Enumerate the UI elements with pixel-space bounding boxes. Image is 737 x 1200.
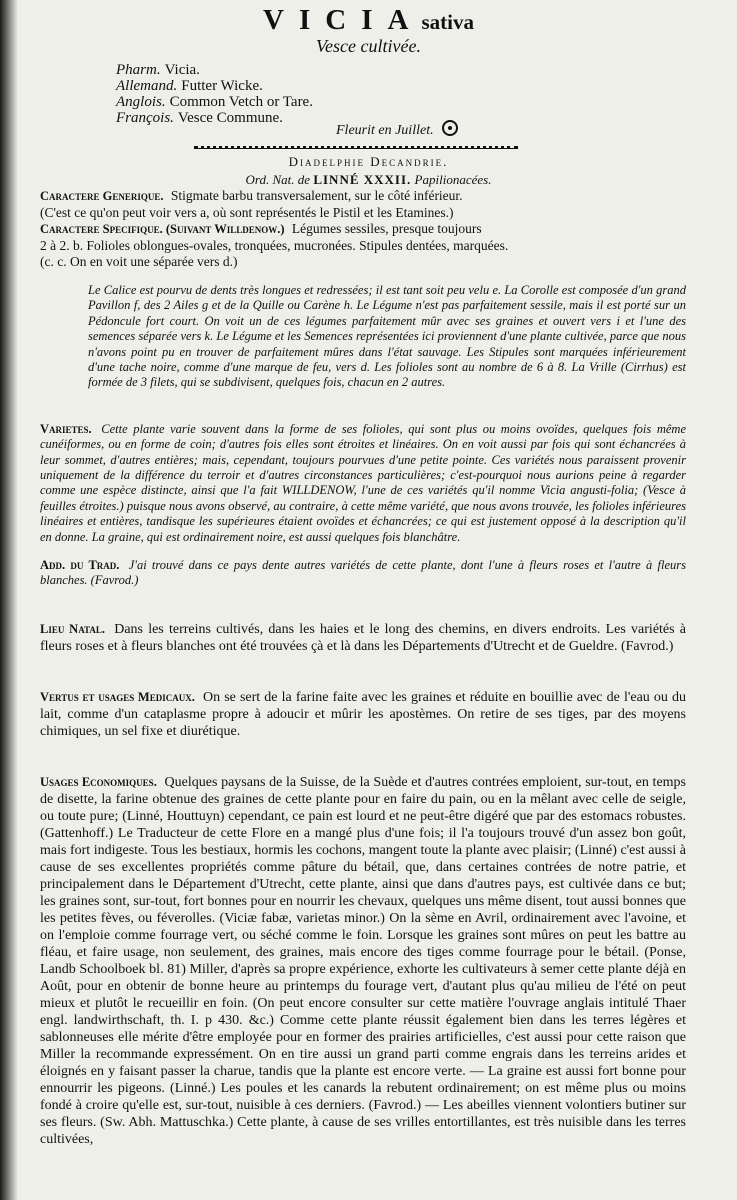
linnaean-class: Diadelphie Decandrie. (288, 154, 449, 169)
specific-note: (c. c. On en voit une séparée vers d.) (40, 254, 238, 269)
species-name: sativa (421, 10, 474, 34)
economic-uses: Usages Economiques. Quelques paysans de la Suisse, de la Suède et d'autres contrées emploient, sur-tout, en temps de disette, la farine obtenue des graines de cette plante pour en faire du pain, ou en la mêlant avec celle de seigle, ou toute pure; (Linné, Houttuyn) cependant, ce pain est lourd et ne peut-être digéré que par des estomacs robustes. (Gattenhoff.) Le Traducteur de cette Flore en a mangé plus d'une fois; il l'a toujours trouvé d'un assez bon goût, mais fort indigeste. Tous les bestiaux, hormis les cochons, mangent toute la plante avec plaisir; (Linné) c'est aussi à cause de ses excellentes propriétés comme pâture du bétail, que, dans certaines contrées de notre patrie, et principalement dans le Département d'Utrecht, cette plante, ainsi que dans d'autres pays, est cultivée dans ce but; les graines sont, sur-tout, fort bonnes pour en nourrir les chevaux, quelques uns même disent, tout aussi bonnes que les petites fèves, ou féverolles. (Viciæ fabæ, varietas minor.) On la sème en Avril, ordinairement avec l'avoine, et on l'emploie comme fourrage vert, ou séché comme le foin. Lorsque les graines sont mûres on peut les battre au fléau, et faire usage, non seulement, des graines, mais encore des tiges comme fourrage pour le bétail. (Ponse, Landb Schoolboek bl. 81) Miller, d'après sa propre expérience, exhorte les cultivateurs à semer cette plante déjà en Août, pour en obtenir de bonne heure au printemps du fourage vert, d'autant plus qu'au milieu de l'été on peut mieux et plutôt le recueillir en foin. (On peut encore consulter sur cette matière l'ouvrage anglais intitulé Thaer engl. landwirthschaft, th. I. p 430. &c.) Comme cette plante réussit également bien dans les terres légères et sablonneuses elle mérite d'être employée pour en former des prairies artificielles, c'est aussi pour cette raison que Miller la recommande expressément. On en tire aussi un grand parti comme engrais dans les terreins arides et éloignés en y faisant passer la charue, tandis que la plante est encore verte. — La graine est aussi fort bonne pour ennourrir les pigeons. (Linné.) Les poules et les canards la rebutent ordinairement; on est même plus ou moins fondé à croire qu'elle est, sur-tout, nuisible à ces derniers. (Favrod.) — Les abeilles viennent volontiers butiner sur ses fleurs. (Sw. Abh. Mattuschka.) Cette plante, à cause de ses vrilles entortillantes, est très nuisible dans les terres cultivées, (40, 774, 687, 1147)
natural-order: Ord. Nat. de LINNÉ XXXII. Papilionacées. (245, 172, 492, 187)
generic-character: Caractere Generique. Stigmate barbu transversalement, sur le côté inférieur. (40, 188, 463, 203)
translator-addition: Add. du Trad. J'ai trouvé dans ce pays dente autres variétés de cette plante, dont l'une à fleurs roses et l'autre à fleurs blanches. (Favrod.) (40, 557, 686, 587)
medical-uses: Vertus et usages Medicaux. On se sert de la farine faite avec les graines et réduite en bouillie avec de l'eau ou du lait, comme d'un cataplasme propre à adoucir et mûrir les apostèmes. On retire de ses tiges, par des moyens chimiques, un sel fixe et diurétique. (40, 689, 687, 739)
name-line: Pharm. Vicia. (116, 62, 200, 78)
common-name: Vesce cultivée. (316, 36, 421, 56)
flowering-note: Fleurit en Juillet. (336, 120, 458, 139)
varieties: Varietes. Cette plante varie souvent dans la forme de ses folioles, qui sont plus ou moins ovoïdes, quelques fois même cunéiformes, ou en forme de coin; d'autres fois elles sont étroites et linéaires. On en voit aussi par fois qui sont échancrées à leur sommet, d'autres entières; mais, cependant, toujours pourvues d'une petite pointe. Ces variétés nous paraissent provenir uniquement de la différence du terroir et d'autres circonstances particulières; c'est-pourquoi nous aurions peine à regarder comme une espèce distincte, ainsi que l'a fait WILLDENOW, l'une de ces variétés qu'il nomme Vicia angusti-folia; (Vesce à feuilles étroites.) puisque nous avons observé, au contraire, à cette même variété, que nous avons trouvée, les folioles inférieures linéaires et entières, tandisque les supérieures étaient ovoïdes et échancrées; ce qui est justement opposé à la description qu'il en donne. La graine, qui est ordinairement noire, est aussi quelques fois blanchâtre. (40, 421, 687, 544)
main-text (40, 188, 686, 1162)
specific-character: Caractere Specifique. (Suivant Willdenow.) Légumes sessiles, presque toujours (40, 221, 482, 236)
description: Le Calice est pourvu de dents très longues et redressées; il est tant soit peu velu e. La Corolle est composée d'un grand Pavillon f, des 2 Ailes g et de la Quille ou Carène h. Le Légume n'est pas parfaitement sessile, mais il est porté sur un Pédoncule fort court. On voit un de ces légumes parfaitement mûr avec ses graines et ouvert vers i et l'une des semences séparée vers k. Le Légume et les Semences représentées ici proviennent d'une plante cultivée, parce que nous n'avons point pu en trouver de parfaitement mûres dans l'état sauvage. Les Stipules sont marquées inférieurement d'une tache noire, comme d'une marque de feu, vers d. Les folioles sont au nombre de 6 à 8. La Vrille (Cirrhus) est formée de 3 filets, qui se subdivisent, quelques fois, chacun en 2 autres. (88, 283, 686, 390)
native-habitat: Lieu Natal. Dans les terreins cultivés, dans les haies et le long des chemins, en divers endroits. Les variétés à fleurs roses et à fleurs blanches ont été trouvées çà et là dans les Départements d'Utrecht et de Gueldre. (Favrod.) (40, 621, 687, 654)
name-line: Anglois. Common Vetch or Tare. (116, 94, 313, 110)
vernacular-names (116, 62, 313, 126)
name-line: François. Vesce Commune. (116, 110, 283, 126)
divider (194, 146, 518, 152)
name-line: Allemand. Futter Wicke. (116, 78, 263, 94)
annual-symbol-icon (442, 120, 458, 136)
page-title (0, 4, 737, 37)
specific-text: 2 à 2. b. Folioles oblongues-ovales, tronquées, mucronées. Stipules dentées, marquées. (40, 237, 509, 253)
generic-note: (C'est ce qu'on peut voir vers a, où sont représentés le Pistil et les Etamines.) (40, 204, 454, 220)
genus-name: VICIA (263, 4, 424, 36)
